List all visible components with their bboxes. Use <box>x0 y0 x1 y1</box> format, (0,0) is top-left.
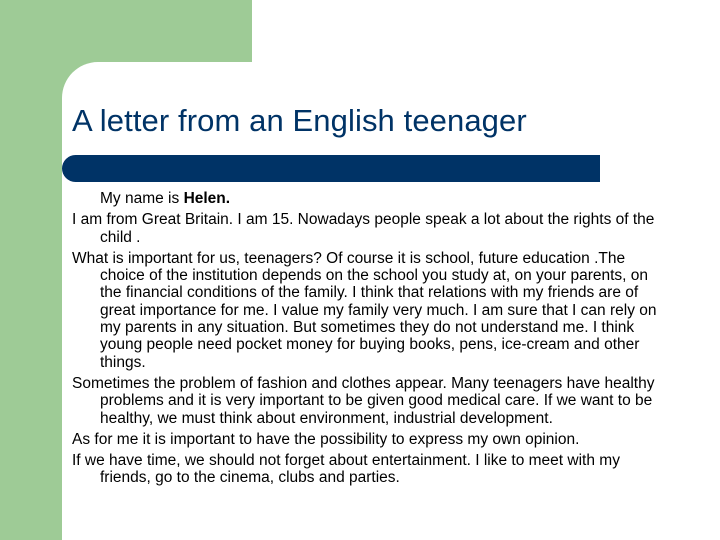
letter-body <box>72 190 668 491</box>
paragraph-problems: Sometimes the problem of fashion and clothes appear. Many teenagers have healthy problems and it is very important to be given good medical care. If we want to be healthy, we must think about environment, industrial development. <box>72 374 655 427</box>
paragraph-origin: I am from Great Britain. I am 15. Nowadays people speak a lot about the rights of the child . <box>72 211 655 246</box>
slide-title: A letter from an English teenager <box>72 103 527 138</box>
paragraph-entertainment: If we have time, we should not forget about entertainment. I like to meet with my friends, go to the cinema, clubs and parties. <box>72 452 620 487</box>
paragraph-priorities: What is important for us, teenagers? Of course it is school, future education .The choice of the institution depends on the school you study at, on your parents, on the financial conditions of the family. I think that relations with my friends are of great importance for me. I value my family very much. I am sure that I can rely on my parents in any situation. But sometimes they do not understand me. I think young people need pocket money for buying books, pens, ice-cream and other things. <box>72 249 657 371</box>
intro-prefix: My name is <box>100 190 184 207</box>
title-underline-bar <box>62 155 600 182</box>
author-name: Helen. <box>183 190 231 207</box>
paragraph-opinion: As for me it is important to have the possibility to express my own opinion. <box>72 430 580 448</box>
intro-line <box>72 190 668 207</box>
